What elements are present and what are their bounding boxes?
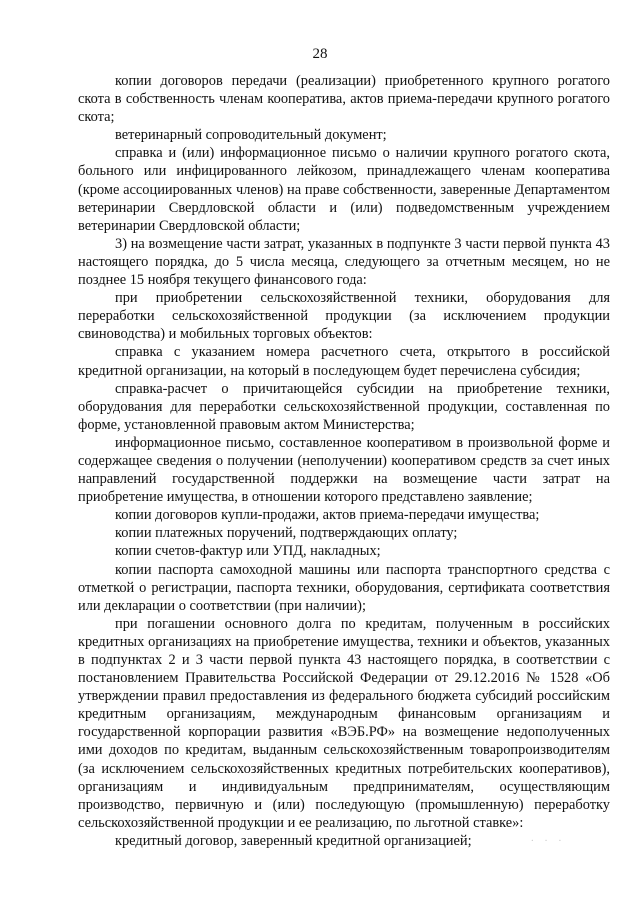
paragraph-13: при погашении основного долга по кредитам, полученным в российских кредитных организациях на приобретение имущества, техники и объектов, указанных в подпунктах 2 и 3 части первой пункта 43 настоящего порядка, в соответствии с постановлением Правительства Российской Федерации от 29.12.2016 № 1528 «Об утверждении правил предоставления из федерального бюджета субсидий российским кредитным организациям, международным финансовым организациям и государственной корпорации развития «ВЭБ.РФ» на возмещение недополученных ими доходов по кредитам, выданным сельскохозяйственным товаропроизводителям (за исключением сельскохозяйственных кредитных потребительских кооперативов), организациям и индивидуальным предпринимателям, осуществляющим производство, первичную и (или) последующую (промышленную) переработку сельскохозяйственной продукции и ее реализацию, по льготной ставке»: bbox=[78, 615, 610, 831]
paragraph-12: копии паспорта самоходной машины или паспорта транспортного средства с отметкой о регистрации, паспорта техники, оборудования, сертификата соответствия или декларации о соответствии (при наличии); bbox=[78, 561, 610, 614]
paragraph-14-text: кредитный договор, заверенный кредитной организацией; bbox=[115, 832, 472, 849]
paragraph-4: 3) на возмещение части затрат, указанных в подпункте 3 части первой пункта 43 настоящего порядка, до 5 числа месяца, следующего за отчетным месяцем, но не позднее 15 ноября текущего финансового года: bbox=[78, 235, 610, 289]
paragraph-5: при приобретении сельскохозяйственной техники, оборудования для переработки сельскохозяйственной продукции (за исключением продукции свиноводства) и мобильных торговых объектов: bbox=[78, 290, 610, 343]
paragraph-2: ветеринарный сопроводительный документ; bbox=[115, 127, 387, 144]
page-number: 28 bbox=[312, 46, 328, 62]
paragraph-1: копии договоров передачи (реализации) приобретенного крупного рогатого скота в собственность членам кооператива, актов приема-передачи крупного рогатого скота; bbox=[78, 73, 610, 126]
paragraph-6: справка с указанием номера расчетного счета, открытого в российской кредитной организации, на который в последующем будет перечислена субсидия; bbox=[78, 344, 610, 379]
paragraph-14 bbox=[78, 832, 610, 851]
paragraph-8: информационное письмо, составленное кооперативом в произвольной форме и содержащее сведения о получении (неполучении) кооперативом средств за счет иных направлений государственной поддержки на возмещение части затрат на приобретение имущества, в отношении которого представлено заявление; bbox=[78, 434, 610, 506]
paragraph-11: копии счетов-фактур или УПД, накладных; bbox=[115, 543, 381, 560]
paragraph-3: справка и (или) информационное письмо о наличии крупного рогатого скота, больного или инфицированного лейкозом, принадлежащего членам кооператива (кроме ассоциированных членов) на праве собственности, заверенные Департаментом ветеринарии Свердловской области и (или) подведомственным учреждением ветеринарии Свердловской области; bbox=[78, 145, 610, 234]
paragraph-7: справка-расчет о причитающейся субсидии на приобретение техники, оборудования для переработки сельскохозяйственной продукции, составленная по форме, установленной правовым актом Министерства; bbox=[78, 380, 610, 433]
document-body bbox=[78, 72, 610, 851]
faint-marks: · · · bbox=[530, 835, 566, 847]
paragraph-10: копии платежных поручений, подтверждающих оплату; bbox=[115, 525, 458, 542]
paragraph-9: копии договоров купли-продажи, актов приема-передачи имущества; bbox=[115, 507, 540, 524]
